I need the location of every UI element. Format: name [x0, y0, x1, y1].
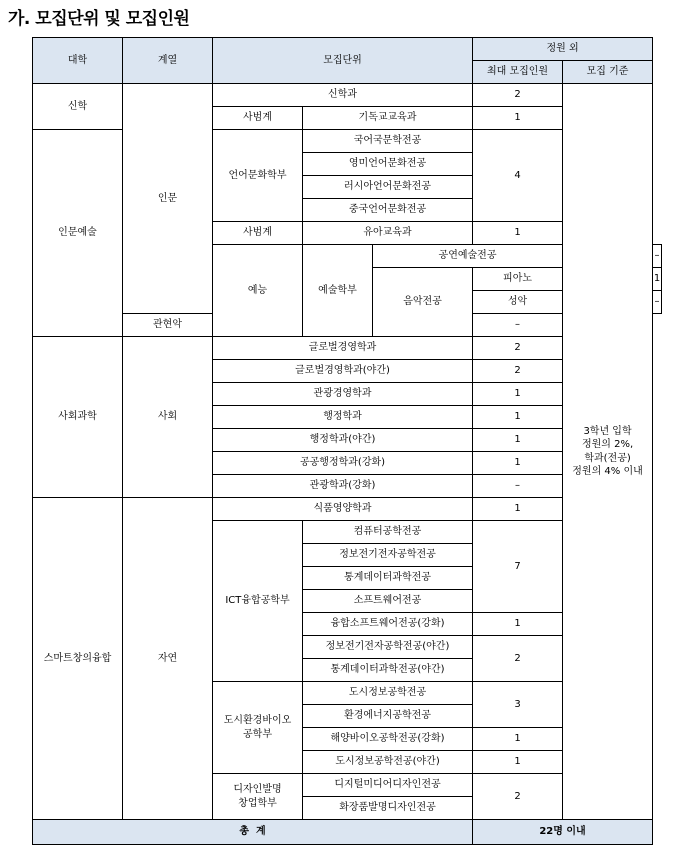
quota-food-nutrition: 1: [473, 498, 563, 521]
field-social: 사회: [123, 337, 213, 498]
quota-tourism-mgmt: 1: [473, 383, 563, 406]
unit-public-admin-night: 행정학과(야간): [213, 429, 473, 452]
total-value: 22명 이내: [473, 820, 653, 845]
quota-performing-arts: –: [653, 245, 662, 268]
quota-global-biz: 2: [473, 337, 563, 360]
unit-tourism-ganghwa: 관광학과(강화): [213, 475, 473, 498]
unit-info-elec: 정보전기전자공학전공: [303, 544, 473, 567]
quota-public-admin-night: 1: [473, 429, 563, 452]
quota-urban-group: 3: [473, 682, 563, 728]
quota-conv-software-ganghwa: 1: [473, 613, 563, 636]
quota-marine-bio-ganghwa: 1: [473, 728, 563, 751]
unit-piano: 피아노: [473, 268, 563, 291]
unit-orchestra: 관현악: [123, 314, 213, 337]
header-unit: 모집단위: [213, 38, 473, 84]
unit-teachers-college-1: 사범계: [213, 107, 303, 130]
unit-urban-info-night: 도시정보공학전공(야간): [303, 751, 473, 774]
quota-night-group: 2: [473, 636, 563, 682]
unit-vocal: 성악: [473, 291, 563, 314]
unit-software: 소프트웨어전공: [303, 590, 473, 613]
unit-marine-bio-ganghwa: 해양바이오공학전공(강화): [303, 728, 473, 751]
unit-food-nutrition: 식품영양학과: [213, 498, 473, 521]
quota-table: [32, 37, 662, 845]
total-label: 총 계: [33, 820, 473, 845]
quota-piano: 1: [653, 268, 662, 291]
unit-tourism-mgmt: 관광경영학과: [213, 383, 473, 406]
college-social-science: 사회과학: [33, 337, 123, 498]
unit-teachers-college-2: 사범계: [213, 222, 303, 245]
quota-christian-edu: 1: [473, 107, 563, 130]
college-smart: 스마트창의융합: [33, 498, 123, 820]
quota-global-biz-night: 2: [473, 360, 563, 383]
college-theology: 신학: [33, 84, 123, 130]
quota-ict-group: 7: [473, 521, 563, 613]
unit-music: 음악전공: [373, 268, 473, 337]
criteria-line-2: 정원의 2%,: [581, 439, 634, 450]
quota-tourism-ganghwa: –: [473, 475, 563, 498]
quota-urban-info-night: 1: [473, 751, 563, 774]
unit-computer-eng: 컴퓨터공학전공: [303, 521, 473, 544]
unit-performing-arts: 공연예술전공: [373, 245, 563, 268]
unit-info-elec-night: 정보전기전자공학전공(야간): [303, 636, 473, 659]
unit-cosmetics-design: 화장품발명디자인전공: [303, 797, 473, 820]
unit-stat-data-night: 통계데이터과학전공(야간): [303, 659, 473, 682]
header-quota-group: 정원 외: [473, 38, 653, 61]
quota-early-child: 1: [473, 222, 563, 245]
section-title: 가. 모집단위 및 모집인원: [8, 9, 190, 29]
unit-public-admin: 행정학과: [213, 406, 473, 429]
unit-russian: 러시아언어문화전공: [303, 176, 473, 199]
unit-env-energy: 환경에너지공학전공: [303, 705, 473, 728]
quota-design-group: 2: [473, 774, 563, 820]
unit-korean: 국어국문학전공: [303, 130, 473, 153]
quota-orchestra: –: [473, 314, 563, 337]
unit-stat-data: 통계데이터과학전공: [303, 567, 473, 590]
unit-public-admin-ganghwa: 공공행정학과(강화): [213, 452, 473, 475]
unit-urban-info: 도시정보공학전공: [303, 682, 473, 705]
field-arts: 예능: [213, 245, 303, 337]
unit-global-biz-night: 글로벌경영학과(야간): [213, 360, 473, 383]
unit-english: 영미언어문화전공: [303, 153, 473, 176]
quota-vocal: –: [653, 291, 662, 314]
quota-theology-dept: 2: [473, 84, 563, 107]
unit-design-invention: 디자인발명 창업학부: [213, 774, 303, 820]
unit-language-culture: 언어문화학부: [213, 130, 303, 222]
unit-digital-media-design: 디지털미디어디자인전공: [303, 774, 473, 797]
header-field: 계열: [123, 38, 213, 84]
unit-christian-edu: 기독교교육과: [303, 107, 473, 130]
header-criteria: 모집 기준: [563, 61, 653, 84]
field-humanities: 인문: [123, 84, 213, 314]
unit-theology-dept: 신학과: [213, 84, 473, 107]
unit-ict-school: ICT융합공학부: [213, 521, 303, 682]
unit-global-biz: 글로벌경영학과: [213, 337, 473, 360]
quota-language-culture: 4: [473, 130, 563, 222]
header-college: 대학: [33, 38, 123, 84]
unit-urban-env-bio: 도시환경바이오 공학부: [213, 682, 303, 774]
criteria-line-3: 학과(전공): [584, 452, 631, 464]
unit-conv-software-ganghwa: 융합소프트웨어전공(강화): [303, 613, 473, 636]
quota-public-admin-ganghwa: 1: [473, 452, 563, 475]
header-max-quota: 최대 모집인원: [473, 61, 563, 84]
college-humanities-arts: 인문예술: [33, 130, 123, 337]
criteria-line-1: 3학년 입학: [583, 425, 632, 437]
unit-art-school: 예술학부: [303, 245, 373, 337]
unit-chinese: 중국언어문화전공: [303, 199, 473, 222]
unit-early-child: 유아교육과: [303, 222, 473, 245]
quota-public-admin: 1: [473, 406, 563, 429]
criteria-line-4: 정원의 4% 이내: [572, 466, 643, 477]
criteria-cell: [563, 84, 653, 820]
field-natural: 자연: [123, 498, 213, 820]
